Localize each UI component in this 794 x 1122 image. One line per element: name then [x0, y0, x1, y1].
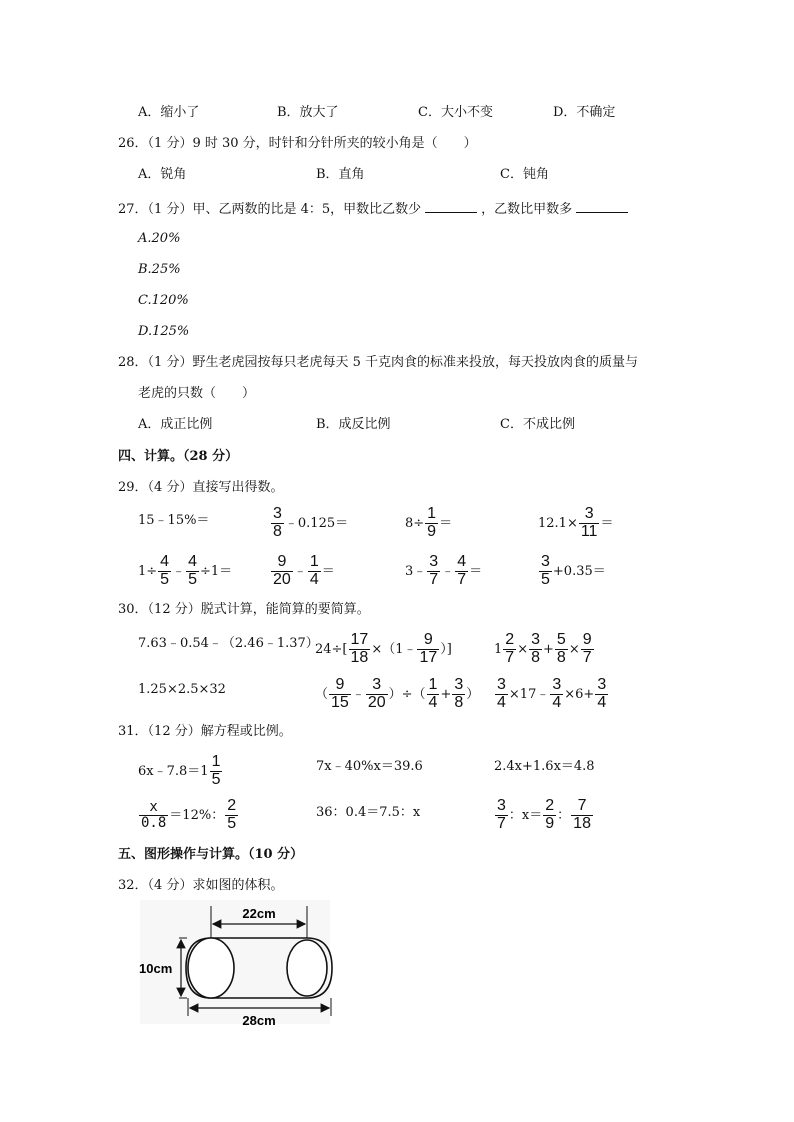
- q29-expr-7: [405, 554, 482, 589]
- ratio-colon: ：: [557, 807, 571, 823]
- q27-blank-2[interactable]: [576, 200, 628, 213]
- q26-option-a: A．锐角: [138, 167, 187, 182]
- denominator: 5: [541, 570, 550, 588]
- fraction: [366, 677, 388, 712]
- denominator: 8: [531, 648, 540, 666]
- q31-expr-4: [138, 798, 239, 833]
- fraction: [308, 554, 321, 589]
- bottom-dimension-label: 28cm: [242, 1013, 276, 1028]
- numerator: 1: [309, 553, 319, 570]
- denominator: 8: [556, 648, 566, 666]
- q27-option-b: B.25%: [138, 262, 181, 277]
- q25-option-d: D．不确定: [553, 105, 616, 120]
- left-end-ellipse: [188, 938, 234, 998]
- q25-option-c: C．大小不变: [418, 105, 493, 120]
- q29-expr-4: [538, 506, 613, 541]
- q31-expr-2: [316, 760, 423, 773]
- fraction: [555, 632, 568, 667]
- q25-option-b: B．放大了: [277, 105, 339, 120]
- q29-expr-3-tail: ＝: [439, 515, 453, 531]
- numerator: 1: [428, 676, 438, 693]
- denominator: 5: [188, 570, 197, 588]
- numerator: 9: [423, 631, 433, 648]
- numerator: 9: [335, 676, 345, 693]
- q29-expr-8-tail: +0.35＝: [552, 563, 606, 579]
- denominator: 20: [273, 570, 291, 588]
- numerator: 3: [497, 676, 506, 693]
- q30-expr-2-tail: ）]: [440, 641, 452, 657]
- fraction: [452, 677, 465, 712]
- numerator: 3: [531, 631, 540, 648]
- fraction: [158, 554, 171, 589]
- minus-sign: ﹣: [172, 563, 186, 579]
- q27-option-d: D.125%: [138, 324, 190, 339]
- denominator: 5: [227, 814, 237, 832]
- fraction: [349, 632, 371, 667]
- numerator: 5: [556, 631, 566, 648]
- q30-expr-2-mid: ×（1﹣: [371, 641, 417, 657]
- fraction: [186, 554, 199, 589]
- fraction: [539, 554, 552, 589]
- q29-expr-6-tail: ＝: [321, 563, 335, 579]
- fraction: [427, 677, 440, 712]
- q29-expr-1: [138, 514, 209, 527]
- open-paren: （: [315, 686, 329, 702]
- numerator: 3: [273, 505, 282, 522]
- q32-stem: 32．（4 分）求如图的体积。: [118, 878, 284, 893]
- q31-expr-6-mid: ：x＝: [508, 807, 543, 823]
- denominator: 4: [428, 693, 438, 711]
- fraction: [271, 506, 284, 541]
- q30-expr-6-mid1: ×17﹣: [508, 686, 550, 702]
- q31-expr-5: [316, 806, 420, 819]
- q30-expr-4-text: 1.25×2.5×32: [138, 682, 226, 697]
- whole-number: 1: [494, 641, 503, 657]
- section-5-heading: 五、图形操作与计算。（10 分）: [118, 847, 304, 862]
- fraction: [329, 677, 351, 712]
- q29-expr-7-head: 3﹣: [405, 563, 427, 579]
- fraction: [495, 677, 508, 712]
- denominator: 4: [597, 693, 607, 711]
- q27-blank-1[interactable]: [425, 200, 477, 213]
- denominator: 4: [552, 693, 562, 711]
- q28-line1: 28．（1 分）野生老虎园按每只老虎每天 5 千克肉食的标准来投放，每天投放肉食的质量与: [118, 355, 638, 370]
- fraction: [225, 798, 238, 833]
- minus-sign: ﹣: [441, 563, 455, 579]
- q29-expr-5-tail: ÷1＝: [200, 563, 233, 579]
- q26-option-b: B．直角: [316, 167, 365, 182]
- q30-expr-2-head: 24÷[: [315, 641, 348, 657]
- close-paren: ）: [466, 686, 480, 702]
- q29-expr-1-text: 15﹣15%＝: [138, 513, 210, 528]
- q25-option-a: A．缩小了: [138, 105, 200, 120]
- denominator: 4: [309, 570, 319, 588]
- q30-expr-6: [494, 677, 609, 712]
- numerator: 3: [497, 797, 506, 814]
- q28-option-c: C．不成比例: [500, 417, 575, 432]
- denominator: 18: [350, 648, 369, 666]
- capsule-figure: [135, 898, 335, 1028]
- q26-stem: 26．（1 分）9 时 30 分，时针和分针所夹的较小角是（ ）: [118, 136, 477, 151]
- q29-expr-5: [138, 554, 232, 589]
- numerator: 3: [372, 676, 382, 693]
- denominator: 0.8: [141, 814, 167, 831]
- numerator: 7: [577, 797, 587, 814]
- denominator: 15: [331, 693, 349, 711]
- fraction: [529, 632, 542, 667]
- denominator: 17: [419, 648, 438, 666]
- fraction: [595, 677, 608, 712]
- numerator: 3: [541, 553, 550, 570]
- numerator: 3: [584, 505, 594, 522]
- q29-expr-7-tail: ＝: [469, 563, 483, 579]
- fraction: [550, 677, 563, 712]
- q27-stem-part2: ，乙数比甲数多: [481, 202, 573, 217]
- q27-stem: [118, 200, 632, 216]
- minus-sign: ﹣: [351, 686, 365, 702]
- denominator: 18: [573, 814, 591, 832]
- q30-expr-6-mid2: ×6+: [564, 686, 595, 702]
- numerator: 2: [505, 631, 515, 648]
- fraction: [571, 798, 593, 833]
- numerator: 9: [277, 553, 287, 570]
- q27-option-c: C.120%: [138, 293, 189, 308]
- denominator: 8: [273, 522, 282, 540]
- q30-stem: 30．（12 分）脱式计算，能简算的要简算。: [118, 602, 370, 617]
- numerator: 4: [160, 553, 170, 570]
- numerator: 4: [188, 553, 197, 570]
- fraction: [139, 800, 168, 830]
- fraction: [581, 632, 594, 667]
- minus-sign: ﹣: [293, 563, 307, 579]
- denominator: 5: [211, 770, 221, 788]
- q29-expr-4-tail: ＝: [600, 515, 614, 531]
- q27-stem-part1: 27．（1 分）甲、乙两数的比是 4：5，甲数比乙数少: [118, 202, 422, 217]
- denominator: 9: [427, 522, 437, 540]
- q30-expr-3: [494, 632, 595, 667]
- fraction: [543, 798, 556, 833]
- q29-expr-6: [270, 554, 335, 589]
- denominator: 7: [457, 570, 467, 588]
- q29-expr-5-head: 1÷: [138, 563, 158, 579]
- denominator: 7: [497, 814, 506, 832]
- fraction: [455, 554, 468, 589]
- q30-expr-1: [138, 637, 319, 650]
- numerator: 2: [227, 797, 237, 814]
- plus-sign: +: [543, 641, 554, 657]
- q31-expr-1: [138, 754, 223, 789]
- q28-option-b: B．成反比例: [316, 417, 391, 432]
- section-4-heading: 四、计算。（28 分）: [118, 449, 239, 464]
- times-sign: ×: [517, 641, 529, 657]
- q31-expr-3: [494, 760, 595, 773]
- times-sign: ×: [568, 641, 580, 657]
- denominator: 7: [505, 648, 515, 666]
- q27-option-a: A.20%: [138, 231, 181, 246]
- numerator: 1: [211, 753, 221, 770]
- denominator: 11: [580, 522, 598, 540]
- denominator: 8: [454, 693, 464, 711]
- q31-expr-5-text: 36：0.4＝7.5：x: [316, 805, 421, 820]
- numerator: 3: [597, 676, 607, 693]
- q31-expr-6: [494, 798, 594, 833]
- q30-expr-2: [315, 632, 452, 667]
- fraction: [417, 632, 439, 667]
- q29-expr-8: [538, 554, 606, 589]
- denominator: 5: [160, 570, 170, 588]
- q28-option-a: A．成正比例: [138, 417, 213, 432]
- fraction: [271, 554, 293, 589]
- numerator: 17: [350, 631, 369, 648]
- denominator: 4: [497, 693, 506, 711]
- q30-expr-4: [138, 683, 226, 696]
- denominator: 7: [429, 570, 439, 588]
- q31-expr-2-text: 7x﹣40%x＝39.6: [316, 759, 423, 774]
- numerator: 3: [552, 676, 562, 693]
- q31-expr-4-mid: ＝12%：: [169, 807, 225, 823]
- q30-expr-1-text: 7.63﹣0.54﹣（2.46﹣1.37）: [138, 636, 319, 651]
- q28-line2: 老虎的只数（ ）: [138, 386, 256, 401]
- numerator: 1: [427, 505, 437, 522]
- q30-expr-5: [315, 677, 479, 712]
- fraction: [503, 632, 516, 667]
- numerator: 4: [457, 553, 467, 570]
- numerator: 2: [545, 797, 555, 814]
- q26-option-c: C．钝角: [500, 167, 549, 182]
- numerator: 3: [429, 553, 439, 570]
- numerator: 9: [582, 631, 592, 648]
- fraction: [425, 506, 438, 541]
- q31-expr-1-head: 6x﹣7.8＝1: [138, 763, 209, 779]
- q29-stem: 29．（4 分）直接写出得数。: [118, 480, 284, 495]
- fraction: [210, 754, 223, 789]
- q29-expr-3: [405, 506, 452, 541]
- q29-expr-2: [270, 506, 348, 541]
- q29-expr-3-head: 8÷: [405, 515, 425, 531]
- q31-expr-3-text: 2.4x+1.6x＝4.8: [494, 759, 595, 774]
- numerator: 3: [454, 676, 464, 693]
- right-end-ellipse: [287, 940, 327, 996]
- denominator: 20: [367, 693, 386, 711]
- fraction: [495, 798, 508, 833]
- left-dimension-label: 10cm: [139, 961, 173, 976]
- q31-stem: 31．（12 分）解方程或比例。: [118, 724, 292, 739]
- denominator: 7: [582, 648, 592, 666]
- fraction: [427, 554, 440, 589]
- q29-expr-4-head: 12.1×: [538, 515, 578, 531]
- q29-expr-2-tail: ﹣0.125＝: [284, 515, 349, 531]
- fraction: [579, 506, 600, 541]
- numerator: x: [149, 799, 158, 816]
- divide-sign: ）÷（: [388, 686, 426, 702]
- denominator: 9: [545, 814, 555, 832]
- plus-sign: +: [440, 686, 452, 702]
- top-dimension-label: 22cm: [242, 906, 276, 921]
